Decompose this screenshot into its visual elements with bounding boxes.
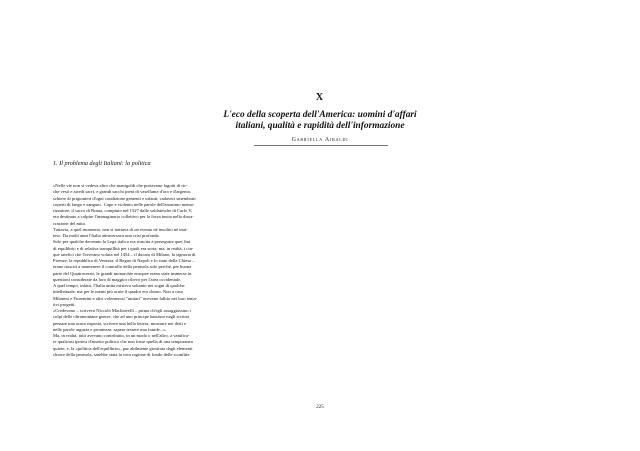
- body-line: Milanesi e Fiorentini e altri volenterosi "unitari" avevano fallito nei loro tenta-: [53, 295, 198, 301]
- body-line: rizzatore, il sacco di Roma, compiuto nel 1527 dalle soldatesche di Carlo V,: [53, 208, 193, 213]
- body-line: «Credevano – scriveva Niccolò Machiavelli – prima ch'egli assaggiassino i: [53, 308, 191, 313]
- body-line: tivi progetti.: [53, 301, 76, 307]
- body-line: «Nelle vie non si vedeva altro che manigoldi che portavano fagotti di ric-: [53, 183, 188, 188]
- section-heading: 1. Il problema degli Italiani: la politica: [53, 160, 151, 167]
- body-line: parte del Quattrocento, le grandi monarchie europee erano state immerse in: [53, 270, 192, 276]
- body-line: crazione del mito.: [53, 220, 87, 226]
- page-number: 225: [316, 405, 324, 410]
- body-line: Ma, in realtà, tutti avevano contribuito, in un modo o nell'altro, a vanifica-: [53, 333, 190, 338]
- body-line: colpi delle oltramontane guerre, che ad uno principe bastasse negli scrittoi: [53, 314, 190, 320]
- body-line: schiere di prigionieri d'ogni condizione gementi e urlanti, cadaveri smembrati: [53, 195, 196, 201]
- chapter-title-line: italiani, qualità e rapidità dell'informazione: [235, 121, 405, 131]
- body-line: A quel tempo, infatti, l'Italia unita esisteva soltanto nei sogni di qualche: [53, 283, 185, 288]
- body-line: re qualsiasi ipotesi d'assetto politico che non fosse quella di una temporanea: [53, 339, 193, 345]
- body-line: erano riusciti a mantenere il controllo della penisola solo perché, per buona: [53, 264, 192, 270]
- body-line: chiave della penisola, sarebbe stata la vera ragione di fondo delle sconfitte: [53, 351, 190, 357]
- body-line: Solo per qualche decennio la Lega italica era riuscita a perseguire quei fini: [53, 239, 191, 245]
- body-line: nelle parole arguzia e prontezza, sapere tessere una fraude...».: [53, 326, 167, 332]
- chapter-title: [0, 110, 640, 132]
- body-line: quiete; e, la «politica dell'equilibrio», pur abilmente giostrata dagli elementi: [53, 345, 193, 351]
- body-line: pensare una acuta risposta, scrivere una bella lettera, mostrare nei detti e: [53, 320, 187, 326]
- body-line: Tuttavia, a quel momento, non si trattava di un evento né insolito né inat-: [53, 226, 188, 232]
- chapter-number: X: [315, 92, 325, 103]
- body-text: [53, 183, 284, 358]
- body-line: que artefici che l'avevano voluta nel 1454 – il ducato di Milano, la signoria di: [53, 251, 196, 257]
- body-line: di equilibrio e di relativa tranquillità per i quali era sorta; ma, in realtà, i cin-: [53, 245, 194, 251]
- body-line: intellettuale, ma per le menti più acute il quadro era chiaro. Non a caso: [53, 289, 184, 295]
- author-rule: [254, 145, 388, 146]
- author-name: Gabriella Airaldi: [291, 137, 349, 143]
- body-line: coperti di fango e sangue». Capo e violento nelle parole dell'anonimo memo-: [53, 201, 195, 207]
- body-line: era destinato a colpire l'immaginario collettivo per la forza insita nella dissa-: [53, 214, 194, 220]
- body-line: teso. Da molti anni l'Italia attraversava una crisi profonda.: [53, 233, 160, 238]
- body-line: che vesti e arredi sacri, e grandi sacchi pieni di vasellame d'oro e d'argento,: [53, 189, 192, 195]
- body-line: Firenze, la repubblica di Venezia, il Regno di Napoli e lo stato della Chiesa –: [53, 258, 195, 263]
- chapter-title-line: L'eco della scoperta dell'America: uomini d'affari: [223, 110, 417, 120]
- body-line: questioni considerate da loro di maggior rilievo per l'area occidentale.: [53, 276, 182, 282]
